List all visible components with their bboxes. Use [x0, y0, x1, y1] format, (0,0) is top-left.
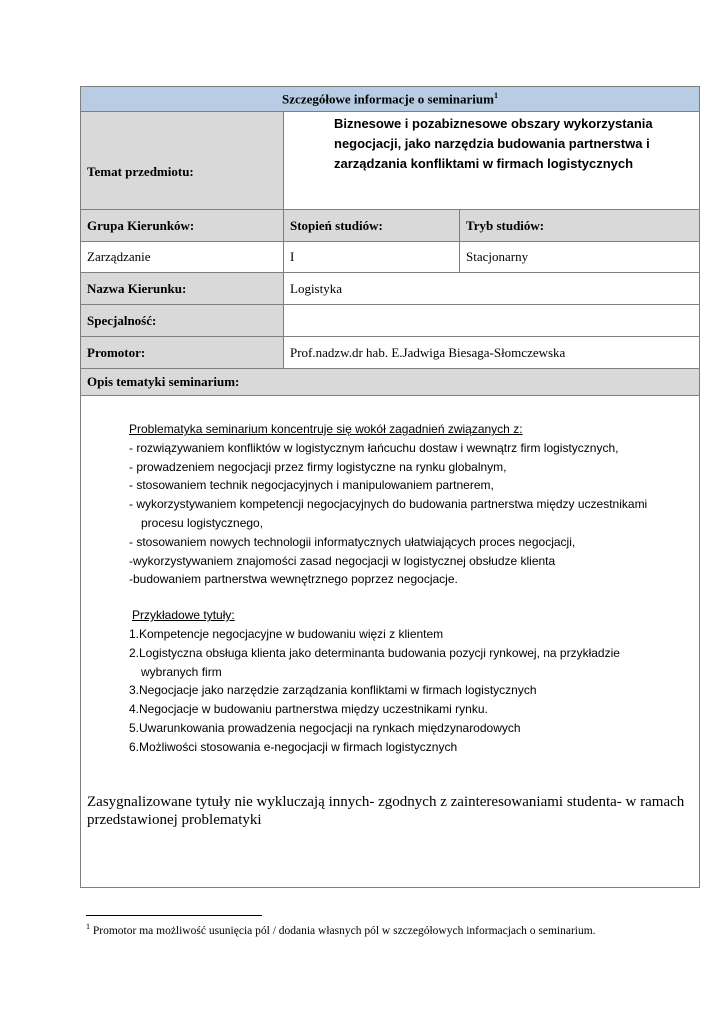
seminar-info-table [80, 86, 700, 888]
list-item: - wykorzystywaniem kompetencji negocjacyjnych do budowania partnerstwa między uczestnikami [129, 497, 648, 512]
mode-value: Stacjonarny [460, 242, 700, 273]
example-item: 6.Możliwości stosowania e-negocjacji w firmach logistycznych [129, 739, 458, 754]
list-item: -budowaniem partnerstwa wewnętrznego poprzez negocjacje. [129, 572, 458, 587]
example-item: 2.Logistyczna obsługa klienta jako determinanta budowania pozycji rynkowej, na przykładzie [129, 645, 620, 660]
description-body [81, 396, 700, 888]
field-label: Nazwa Kierunku: [81, 273, 284, 305]
field-value: Logistyka [284, 273, 700, 305]
list-item: - rozwiązywaniem konfliktów w logistycznym łańcuchu dostaw i wewnątrz firm logistycznych, [129, 440, 619, 455]
example-item: 3.Negocjacje jako narzędzie zarządzania konfliktami w firmach logistycznych [129, 683, 537, 698]
level-value: I [284, 242, 460, 273]
table-header [81, 87, 700, 112]
group-value: Zarządzanie [81, 242, 284, 273]
description-intro: Problematyka seminarium koncentruje się wokół zagadnień związanych z: [129, 422, 523, 436]
examples-label: Przykładowe tytuły: [132, 608, 235, 623]
topic-value [284, 112, 700, 210]
footnote-divider [86, 915, 262, 916]
table-title: Szczegółowe informacje o seminarium [282, 91, 494, 107]
mode-label: Tryb studiów: [460, 210, 700, 242]
specialty-label: Specjalność: [81, 305, 284, 337]
level-label: Stopień studiów: [284, 210, 460, 242]
list-item: -wykorzystywaniem znajomości zasad negocjacji w logistycznej obsłudze klienta [129, 553, 556, 568]
group-label: Grupa Kierunków: [81, 210, 284, 242]
example-item: 4.Negocjacje w budowaniu partnerstwa między uczestnikami rynku. [129, 702, 488, 717]
closing-note: Zasygnalizowane tytuły nie wykluczają innych- zgodnych z zainteresowaniami studenta- w ramach przedstawionej problematyki [87, 794, 685, 828]
topic-label: Temat przedmiotu: [81, 112, 284, 210]
example-item: wybranych firm [141, 664, 222, 679]
footnote-number: 1 [86, 922, 90, 931]
topic-line: zarządzania konfliktami w firmach logistycznych [334, 156, 634, 171]
description-label: Opis tematyki seminarium: [81, 369, 700, 396]
specialty-value [284, 305, 700, 337]
promoter-value: Prof.nadzw.dr hab. E.Jadwiga Biesaga-Słomczewska [284, 337, 700, 369]
list-item: procesu logistycznego, [141, 515, 264, 530]
footnote [86, 922, 596, 937]
list-item: - stosowaniem nowych technologii informatycznych ułatwiających proces negocjacji, [129, 534, 576, 549]
example-item: 1.Kompetencje negocjacyjne w budowaniu więzi z klientem [129, 626, 444, 641]
footnote-ref: 1 [493, 90, 498, 100]
footnote-text: Promotor ma możliwość usunięcia pól / dodania własnych pól w szczegółowych informacjach o seminarium. [92, 924, 596, 937]
list-item: - prowadzeniem negocjacji przez firmy logistyczne na rynku globalnym, [129, 459, 507, 474]
topic-line: negocjacji, jako narzędzia budowania partnerstwa i [334, 136, 650, 151]
example-item: 5.Uwarunkowania prowadzenia negocjacji na rynkach międzynarodowych [129, 720, 521, 735]
promoter-label: Promotor: [81, 337, 284, 369]
topic-line: Biznesowe i pozabiznesowe obszary wykorzystania [334, 116, 653, 131]
list-item: - stosowaniem technik negocjacyjnych i manipulowaniem partnerem, [129, 478, 494, 493]
